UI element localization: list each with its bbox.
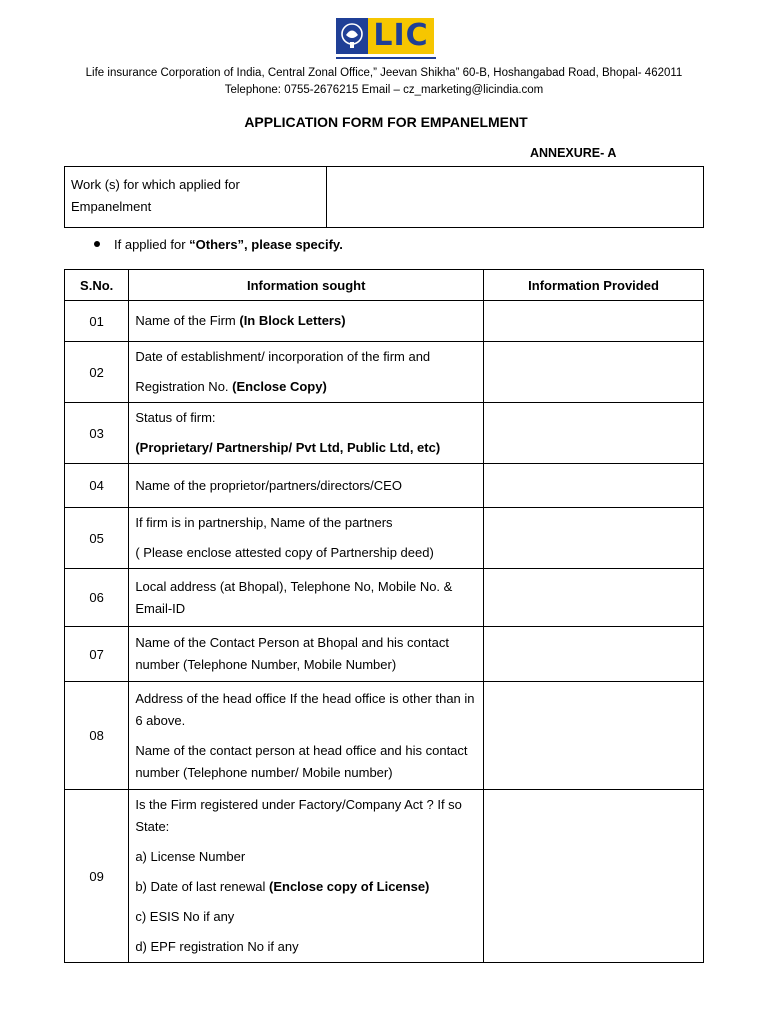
row-number: 01 xyxy=(65,301,129,342)
header-sno: S.No. xyxy=(65,270,129,301)
row-info: Name of the Firm (In Block Letters) xyxy=(129,301,484,342)
info-provided-field[interactable] xyxy=(484,682,704,790)
row-number: 09 xyxy=(65,790,129,963)
others-note: If applied for “Others”, please specify. xyxy=(94,237,343,252)
table-row xyxy=(65,682,704,790)
bullet-icon xyxy=(94,241,100,247)
row-info: If firm is in partnership, Name of the partners ( Please enclose attested copy of Partnership deed) xyxy=(129,508,484,569)
table-row xyxy=(65,790,704,963)
table-header-row xyxy=(65,270,704,301)
work-applied-label: Work (s) for which applied for Empanelment xyxy=(65,167,327,227)
row-info: Name of the Contact Person at Bhopal and his contact number (Telephone Number, Mobile Number) xyxy=(129,627,484,682)
info-provided-field[interactable] xyxy=(484,464,704,508)
table-row xyxy=(65,301,704,342)
table-row xyxy=(65,569,704,627)
address-line: Life insurance Corporation of India, Central Zonal Office,” Jeevan Shikha” 60-B, Hoshangabad Road, Bhopal- 462011 xyxy=(85,67,683,79)
row-info: Status of firm: (Proprietary/ Partnership/ Pvt Ltd, Public Ltd, etc) xyxy=(129,403,484,464)
header-info-sought: Information sought xyxy=(129,270,484,301)
table-row xyxy=(65,464,704,508)
info-provided-field[interactable] xyxy=(484,508,704,569)
row-info: Date of establishment/ incorporation of the firm and Registration No. (Enclose Copy) xyxy=(129,342,484,403)
form-title: APPLICATION FORM FOR EMPANELMENT xyxy=(244,114,528,130)
work-applied-field[interactable] xyxy=(327,167,703,227)
lic-emblem-icon xyxy=(336,18,368,54)
info-provided-field[interactable] xyxy=(484,403,704,464)
row-info: Local address (at Bhopal), Telephone No, Mobile No. & Email-ID xyxy=(129,569,484,627)
work-applied-box xyxy=(64,166,704,228)
table-row xyxy=(65,403,704,464)
row-info: Is the Firm registered under Factory/Company Act ? If so State: a) License Number b) Date of last renewal (Enclose copy of License) c) ESIS No if any d) EPF registration No if any xyxy=(129,790,484,963)
info-provided-field[interactable] xyxy=(484,301,704,342)
info-provided-field[interactable] xyxy=(484,342,704,403)
info-provided-field[interactable] xyxy=(484,790,704,963)
info-provided-field[interactable] xyxy=(484,569,704,627)
row-number: 02 xyxy=(65,342,129,403)
lic-logo xyxy=(336,18,436,62)
row-number: 06 xyxy=(65,569,129,627)
row-number: 07 xyxy=(65,627,129,682)
contact-line: Telephone: 0755-2676215 Email – cz_marketing@licindia.com xyxy=(224,84,544,96)
row-number: 08 xyxy=(65,682,129,790)
table-row xyxy=(65,627,704,682)
row-number: 05 xyxy=(65,508,129,569)
row-number: 04 xyxy=(65,464,129,508)
hindi-tagline xyxy=(336,55,436,61)
table-row xyxy=(65,508,704,569)
info-provided-field[interactable] xyxy=(484,627,704,682)
information-table xyxy=(64,269,704,963)
lic-wordmark: LIC xyxy=(368,18,434,54)
table-row xyxy=(65,342,704,403)
annexure-label: ANNEXURE- A xyxy=(530,146,617,160)
row-info: Address of the head office If the head office is other than in 6 above. Name of the contact person at head office and his contact number (Telephone number/ Mobile number) xyxy=(129,682,484,790)
row-info: Name of the proprietor/partners/directors/CEO xyxy=(129,464,484,508)
row-number: 03 xyxy=(65,403,129,464)
header-info-provided: Information Provided xyxy=(484,270,704,301)
